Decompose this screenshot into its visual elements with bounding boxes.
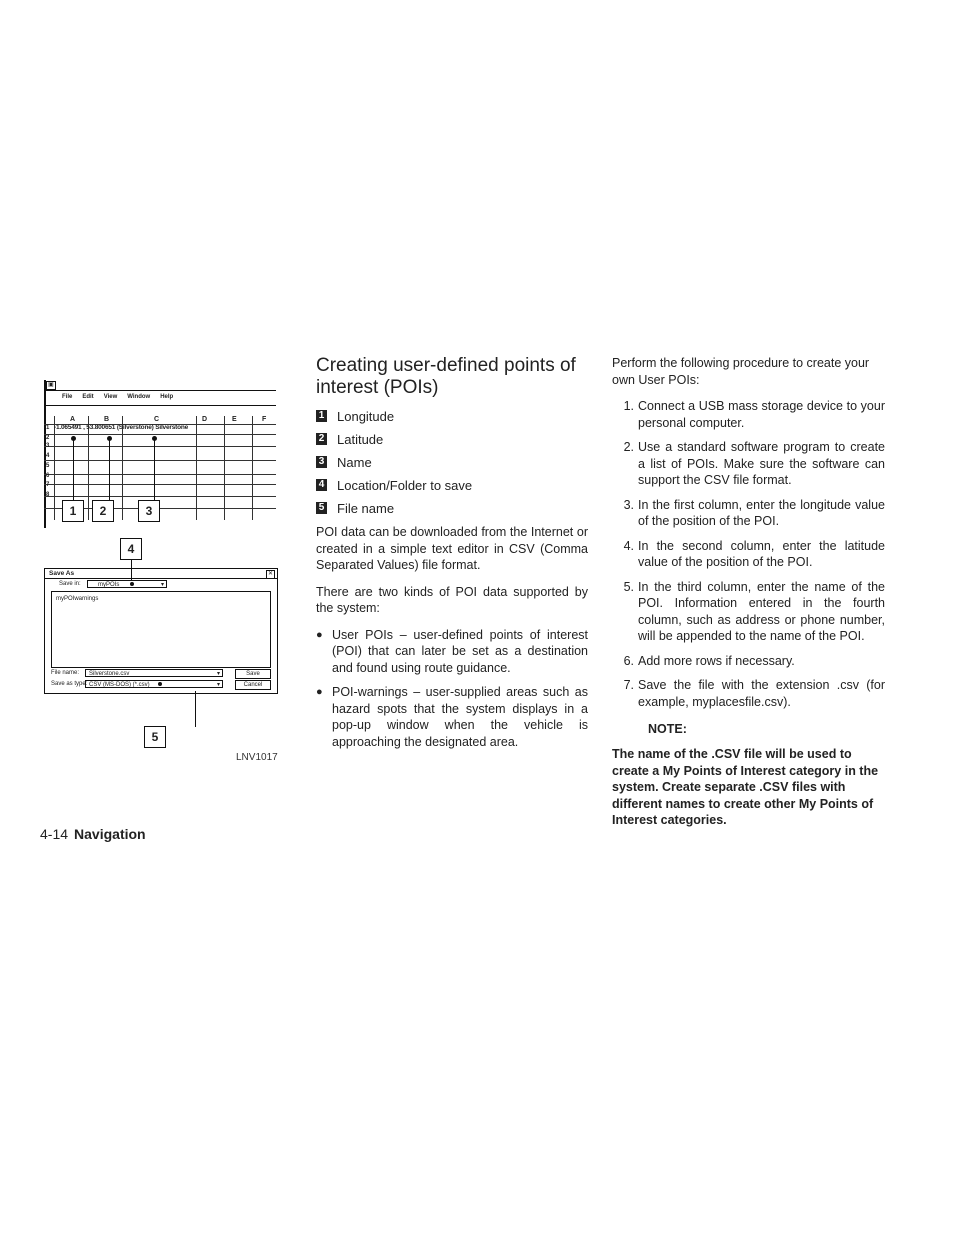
footer-section: Navigation (74, 826, 146, 842)
file-name-value: Silverstone.csv (89, 671, 130, 677)
chevron-down-icon: ▾ (160, 582, 164, 588)
step-number: 6. (623, 653, 634, 668)
save-as-type-value: CSV (MS-DOS) (*.csv) (89, 682, 150, 688)
row-header: 5 (46, 463, 50, 469)
legend-label: Location/Folder to save (337, 477, 473, 493)
row1-cell-text: -1.065491 , 53.800651 (Silverstone) Silverstone (54, 424, 189, 431)
column-header-f: F (262, 416, 267, 423)
legend-item (316, 455, 588, 469)
bullet-item (316, 627, 588, 677)
chevron-down-icon: ▾ (216, 671, 220, 677)
grid-line (44, 446, 276, 447)
grid-line (252, 416, 253, 520)
menu-divider (44, 405, 276, 406)
callout-leader (154, 440, 155, 502)
paragraph: POI data can be downloaded from the Internet or created in a simple text editor in CSV (Comma Separated Values) file format. (316, 525, 588, 572)
paragraph: There are two kinds of POI data supported by the system: (316, 584, 588, 615)
file-name-field (85, 669, 223, 677)
row-header: 1 (46, 425, 50, 431)
row-header: 3 (46, 443, 50, 449)
grid-line (88, 416, 89, 520)
chevron-down-icon: ▾ (216, 682, 220, 688)
legend-number: 1 (316, 410, 327, 422)
folder-listbox (51, 591, 271, 668)
step-text: Save the file with the extension .csv (for example, myplacesfile.csv). (638, 678, 885, 709)
note-text: The name of the .CSV file will be used to create a My Points of Interest category in the system. Create separate .CSV files with different names to create other My Points of Interest categories. (612, 747, 879, 827)
step-item (612, 538, 885, 571)
grid-line (44, 474, 276, 475)
step-number: 1. (623, 399, 634, 413)
bullet-text: User POIs – user-defined points of interest (POI) that can later be set as a destination and found using route guidance. (332, 627, 588, 675)
grid-line (44, 484, 276, 485)
step-text: In the third column, enter the name of the POI. Information entered in the fourth column, such as address or phone number, will be appended to the name of the POI. (638, 579, 885, 643)
bullet-icon: ● (316, 686, 323, 698)
column-header-b: B (104, 416, 110, 423)
callout-1: 1 (62, 500, 84, 522)
save-as-type-label: Save as type: (51, 681, 88, 687)
legend-label: Longitude (337, 408, 395, 424)
legend-number: 2 (316, 433, 327, 445)
callout-4: 4 (120, 538, 142, 560)
step-text: In the second column, enter the latitude value of the position of the POI. (638, 538, 885, 569)
bullet-icon: ● (316, 628, 323, 641)
dialog-title: Save As (49, 570, 75, 577)
legend-item (316, 432, 588, 446)
callout-5: 5 (144, 726, 166, 748)
grid-line (44, 434, 276, 435)
procedure-intro: Perform the following procedure to create your own User POIs: (612, 356, 870, 387)
step-item (612, 653, 885, 670)
step-text: Use a standard software program to create a list of POIs. Make sure the software can support the CSV file format. (638, 440, 885, 487)
grid-line (54, 416, 55, 520)
legend-label: Name (337, 454, 372, 470)
save-button: Save (235, 669, 271, 679)
column-header-e: E (232, 416, 237, 423)
save-in-dropdown (87, 580, 167, 588)
bullet-item (316, 684, 588, 750)
row-header: 7 (46, 482, 50, 488)
menu-view: View (103, 394, 118, 400)
row-header: 4 (46, 453, 50, 459)
column-header-c: C (154, 416, 160, 423)
step-item (612, 439, 885, 489)
legend-number: 5 (316, 502, 327, 514)
column-header-a: A (70, 416, 76, 423)
spreadsheet-titlebar (44, 380, 276, 391)
page-footer (40, 826, 146, 842)
spreadsheet-menu (62, 394, 173, 400)
legend-item (316, 501, 588, 515)
step-number: 3. (623, 497, 634, 512)
folder-marker (130, 582, 134, 586)
step-item (612, 497, 885, 530)
step-number: 2. (623, 440, 634, 454)
window-icon: ▣ (46, 381, 56, 390)
legend-number: 4 (316, 479, 327, 491)
legend-item (316, 478, 588, 492)
callout-leader (195, 691, 196, 727)
file-name-label: File name: (51, 670, 80, 676)
step-text: Connect a USB mass storage device to your personal computer. (638, 399, 885, 430)
close-icon: ✕ (267, 571, 274, 577)
callout-leader (73, 440, 74, 502)
figure-poi-illustration (40, 380, 290, 775)
row-header: 6 (46, 473, 50, 479)
grid-line (196, 416, 197, 520)
procedure-column (612, 355, 885, 829)
file-name-marker (158, 682, 162, 686)
save-as-type-field (85, 680, 223, 688)
step-number: 7. (623, 678, 634, 692)
row-header: 8 (46, 492, 50, 498)
section-title: Creating user-defined points of interest (POIs) (316, 355, 576, 398)
menu-edit: Edit (82, 394, 94, 400)
section-column (316, 355, 588, 758)
callout-2: 2 (92, 500, 114, 522)
legend-label: File name (337, 500, 395, 516)
cancel-button: Cancel (235, 680, 271, 690)
step-number: 4. (623, 538, 634, 553)
save-as-dialog-illustration (44, 568, 278, 694)
step-number: 5. (623, 579, 634, 594)
list-item: myPOIwarnings (56, 596, 99, 602)
grid-line (44, 496, 276, 497)
note-heading: NOTE: (648, 722, 687, 736)
row-header: 2 (46, 435, 50, 441)
step-item (612, 579, 885, 645)
save-in-label: Save in: (59, 581, 81, 587)
menu-window: Window (127, 394, 151, 400)
grid-line (122, 416, 123, 520)
callout-3: 3 (138, 500, 160, 522)
dialog-title-divider (45, 578, 277, 579)
step-item (612, 398, 885, 431)
menu-file: File (62, 394, 73, 400)
bullet-text: POI-warnings – user-supplied areas such as hazard spots that the system displays in a pop-up window when the vehicle is approaching the designated area. (332, 685, 588, 749)
page-number: 4-14 (40, 826, 69, 842)
legend-item (316, 409, 588, 423)
grid-line (44, 460, 276, 461)
callout-leader (109, 440, 110, 502)
step-text: In the first column, enter the longitude value of the position of the POI. (638, 497, 885, 528)
step-text: Add more rows if necessary. (638, 653, 795, 668)
menu-help: Help (160, 394, 174, 400)
column-header-d: D (202, 416, 208, 423)
legend-label: Latitude (337, 431, 384, 447)
step-item (612, 677, 885, 710)
grid-line (224, 416, 225, 520)
legend-number: 3 (316, 456, 327, 468)
save-in-value: myPOIs (98, 582, 120, 588)
figure-id: LNV1017 (236, 752, 278, 763)
